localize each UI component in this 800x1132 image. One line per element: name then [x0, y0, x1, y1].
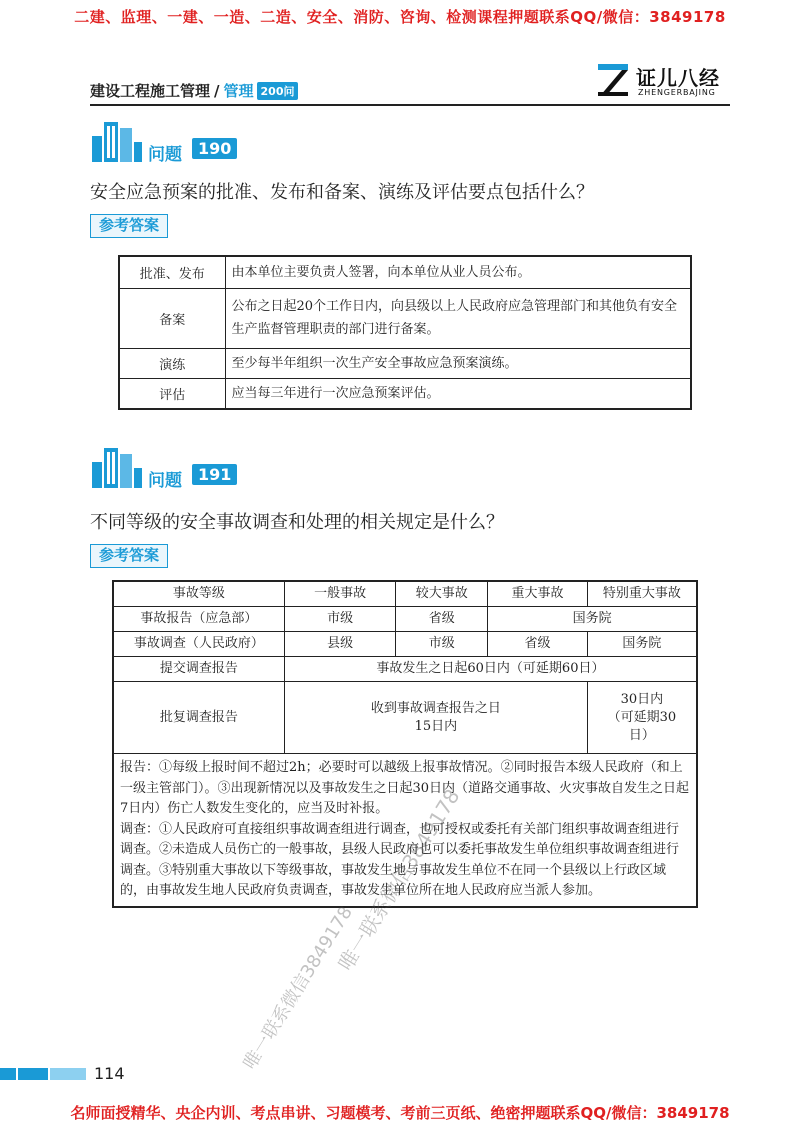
report-notes: 报告：①每级上报时间不超过2h；必要时可以越级上报事故情况。②同时报告本级人民政府（和上一级主管部门）。③出现新情况以及事故发生之日起30日内（道路交通事故、火灾事故自发生之日起7日内）伤亡人数发生变化的，应当及时补报。: [120, 760, 690, 816]
watermark: 唯一联系微信3849178: [239, 902, 357, 1074]
question-number: 190: [192, 138, 237, 159]
answer-table-190: [118, 255, 692, 410]
question-number: 191: [192, 464, 237, 485]
building-icon: [88, 118, 148, 164]
table-row: 备案 公布之日起20个工作日内，向县级以上人民政府应急管理部门和其他负有安全生产监督管理职责的部门进行备案。: [119, 288, 691, 348]
answer-tag-190: 参考答案: [90, 214, 168, 238]
table-row: 演练 至少每半年组织一次生产安全事故应急预案演练。: [119, 348, 691, 378]
building-icon: [88, 444, 148, 490]
table-row: 批复调查报告 收到事故调查报告之日 15日内 30日内 （可延期30 日）: [113, 682, 697, 754]
table-row: 事故报告（应急部） 市级 省级 国务院: [113, 607, 697, 632]
table-row: 事故调查（人民政府） 县级 市级 省级 国务院: [113, 632, 697, 657]
question-text-190: 安全应急预案的批准、发布和备案、演练及评估要点包括什么？: [90, 182, 594, 203]
question-heading-191: [88, 444, 288, 490]
book-badge: 200问: [257, 82, 299, 100]
table-row: 评估 应当每三年进行一次应急预案评估。: [119, 378, 691, 409]
book-subtitle: 管理: [223, 82, 254, 100]
answer-tag-191: 参考答案: [90, 544, 168, 568]
question-heading-190: [88, 118, 288, 164]
page-header: [90, 58, 730, 106]
question-label: 问题: [148, 471, 182, 491]
top-banner: 二建、监理、一建、一造、二造、安全、消防、咨询、检测课程押题联系QQ/微信：3849178: [74, 8, 726, 26]
book-title: 建设工程施工管理 / 管理 200问: [90, 80, 298, 101]
logo-text: 证儿八经: [636, 66, 720, 90]
question-text-191: 不同等级的安全事故调查和处理的相关规定是什么？: [90, 512, 504, 533]
page-number: 114: [94, 1064, 125, 1083]
bottom-banner: 名师面授精华、央企内训、考点串讲、习题模考、考前三页纸、绝密押题联系QQ/微信：3849178: [70, 1104, 730, 1122]
table-row: 批准、发布 由本单位主要负责人签署，向本单位从业人员公布。: [119, 256, 691, 288]
logo-subtext: ZHENGERBAJING: [638, 88, 716, 97]
logo-icon: [596, 60, 632, 100]
table-row: 事故等级 一般事故 较大事故 重大事故 特别重大事故: [113, 581, 697, 607]
investigation-notes: 调查：①人民政府可直接组织事故调查组进行调查，也可授权或委托有关部门组织事故调查组进行调查。②未造成人员伤亡的一般事故，县级人民政府也可以委托事故发生单位组织事故调查组进行调查。③特别重大事故以下等级事故，事故发生地与事故发生单位不在同一个县级以上行政区域的，由事故发生地人民政府负责调查，事故发生单位所在地人民政府应当派人参加。: [120, 821, 680, 898]
approve-cell: 收到事故调查报告之日 15日内: [284, 682, 587, 754]
header-rule: [90, 104, 730, 106]
watermark: 唯一联系微信3849178: [333, 784, 465, 975]
table-row: 提交调查报告 事故发生之日起60日内（可延期60日）: [113, 657, 697, 682]
approve-special-cell: 30日内 （可延期30 日）: [587, 682, 697, 754]
question-label: 问题: [148, 145, 182, 165]
